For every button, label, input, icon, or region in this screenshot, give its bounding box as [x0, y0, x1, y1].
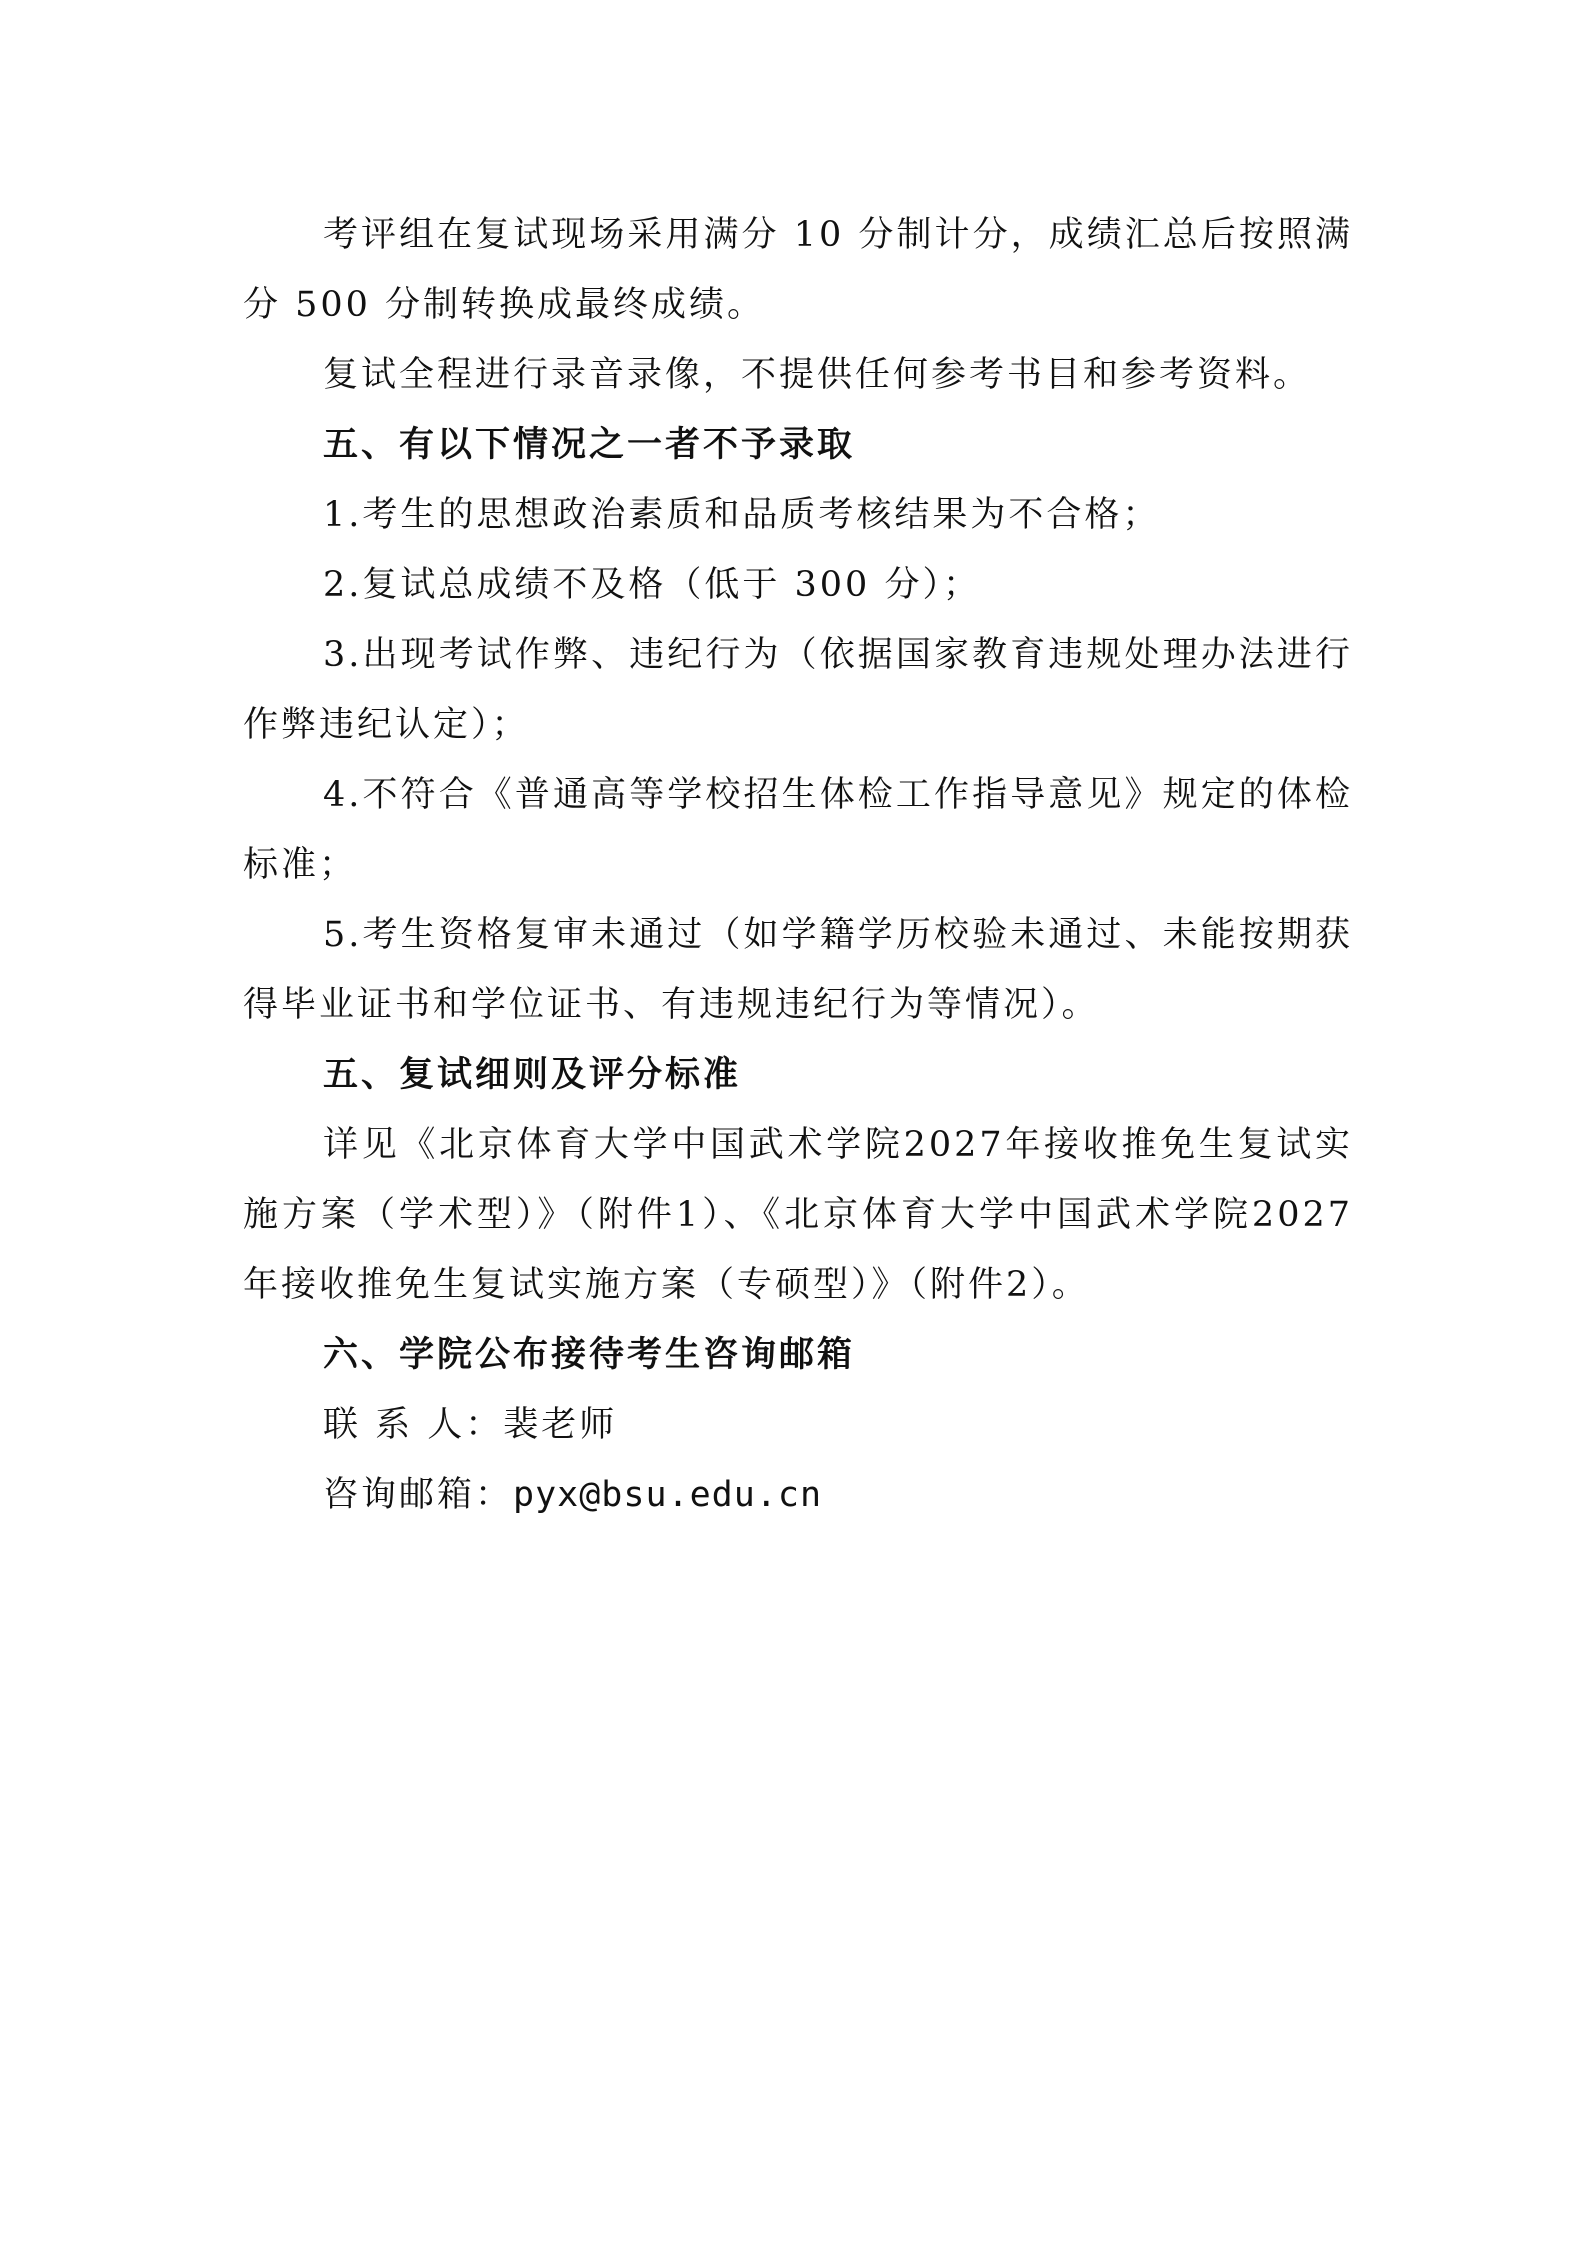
contact-heading: 六、学院公布接待考生咨询邮箱	[323, 1335, 856, 1375]
rules-heading: 五、复试细则及评分标准	[323, 1055, 742, 1095]
scoring-paragraph: 考评组在复试现场采用满分 10 分制计分，成绩汇总后按照满分 500 分制转换成最终成绩。	[243, 215, 1353, 325]
email-address: pyx@bsu.edu.cn	[513, 1475, 823, 1515]
no-admission-item-3: 3.出现考试作弊、违纪行为（依据国家教育违规处理办法进行作弊违纪认定）；	[243, 635, 1353, 745]
no-admission-item-4: 4.不符合《普通高等学校招生体检工作指导意见》规定的体检标准；	[243, 775, 1353, 885]
no-admission-item-5: 5.考生资格复审未通过（如学籍学历校验未通过、未能按期获得毕业证书和学位证书、有违规违纪行为等情况）。	[243, 915, 1353, 1025]
contact-name: 裴老师	[503, 1405, 618, 1445]
no-admission-item-2: 2.复试总成绩不及格（低于 300 分）；	[323, 565, 981, 605]
contact-label: 联 系 人：	[323, 1405, 504, 1445]
email-line	[243, 1460, 1353, 1530]
no-admission-heading: 五、有以下情况之一者不予录取	[323, 425, 856, 465]
no-admission-item-1: 1.考生的思想政治素质和品质考核结果为不合格；	[323, 495, 1161, 535]
rules-body: 详见《北京体育大学中国武术学院2027年接收推免生复试实施方案（学术型）》（附件1）、《北京体育大学中国武术学院2027年接收推免生复试实施方案（专硕型）》（附件2）。	[243, 1125, 1353, 1305]
contact-person-line	[243, 1390, 1353, 1460]
email-label: 咨询邮箱：	[323, 1475, 514, 1515]
document-page	[243, 200, 1353, 1530]
recording-paragraph: 复试全程进行录音录像，不提供任何参考书目和参考资料。	[323, 355, 1312, 395]
